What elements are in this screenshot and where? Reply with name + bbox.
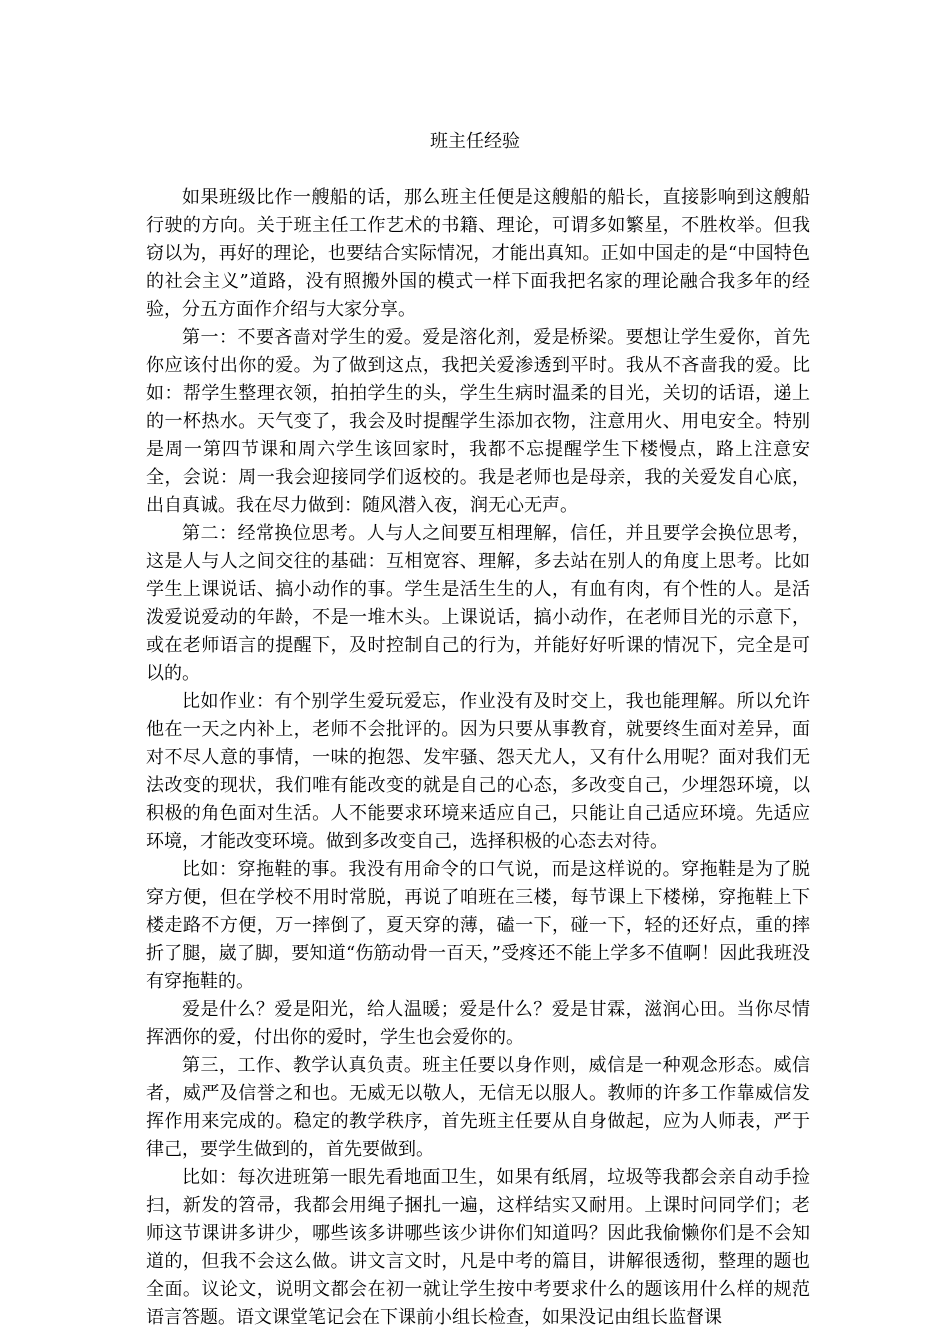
document-body: [146, 184, 810, 1332]
document-title: 班主任经验: [430, 131, 520, 152]
paragraph-second-point: 第二：经常换位思考。人与人之间要互相理解，信任，并且要学会换位思考，这是人与人之间交往的基础：互相宽容、理解，多去站在别人的角度上思考。比如学生上课说话、搞小动作的事。学生是活生生的人，有血有肉，有个性的人。是活泼爱说爱动的年龄，不是一堆木头。上课说话，搞小动作，在老师目光的示意下，或在老师语言的提醒下，及时控制自己的行为，并能好好听课的情况下，完全是可以的。: [146, 523, 810, 684]
paragraph-homework-example: 比如作业：有个别学生爱玩爱忘，作业没有及时交上，我也能理解。所以允许他在一天之内补上，老师不会批评的。因为只要从事教育，就要终生面对差异，面对不尽人意的事情，一味的抱怨、发牢骚、怨天尤人，又有什么用呢？面对我们无法改变的现状，我们唯有能改变的就是自己的心态，多改变自己，少埋怨环境，以积极的角色面对生活。人不能要求环境来适应自己，只能让自己适应环境。先适应环境，才能改变环境。做到多改变自己，选择积极的心态去对待。: [146, 691, 810, 852]
paragraph-slippers-example: 比如：穿拖鞋的事。我没有用命令的口气说，而是这样说的。穿拖鞋是为了脱穿方便，但在学校不用时常脱，再说了咱班在三楼，每节课上下楼梯，穿拖鞋上下楼走路不方便，万一摔倒了，夏天穿的薄，磕一下，碰一下，轻的还好点，重的摔折了腿，崴了脚，要知道“伤筋动骨一百天，”受疼还不能上学多不值啊！因此我班没有穿拖鞋的。: [146, 859, 810, 992]
paragraph-what-is-love: 爱是什么？爱是阳光，给人温暖；爱是什么？爱是甘霖，滋润心田。当你尽情挥洒你的爱，付出你的爱时，学生也会爱你的。: [146, 999, 810, 1048]
paragraph-third-point: 第三，工作、教学认真负责。班主任要以身作则，威信是一种观念形态。威信者，威严及信誉之和也。无威无以敬人，无信无以服人。教师的许多工作靠威信发挥作用来完成的。稳定的教学秩序，首先班主任要从自身做起，应为人师表，严于律己，要学生做到的，首先要做到。: [146, 1055, 810, 1160]
paragraph-classroom-example: 比如：每次进班第一眼先看地面卫生，如果有纸屑，垃圾等我都会亲自动手捡扫，新发的笤帚，我都会用绳子捆扎一遍，这样结实又耐用。上课时问同学们；老师这节课讲多讲少，哪些该多讲哪些该少讲你们知道吗？因此我偷懒你们是不会知道的，但我不会这么做。讲文言文时，凡是中考的篇目，讲解很透彻，整理的题也全面。议论文，说明文都会在初一就让学生按中考要求什么的题该用什么样的规范语言答题。语文课堂笔记会在下课前小组长检查，如果没记由组长监督课: [146, 1167, 810, 1328]
paragraph-first-point: 第一：不要吝啬对学生的爱。爱是溶化剂，爱是桥梁。要想让学生爱你，首先你应该付出你的爱。为了做到这点，我把关爱渗透到平时。我从不吝啬我的爱。比如：帮学生整理衣领，拍拍学生的头，学生生病时温柔的目光，关切的话语，递上的一杯热水。天气变了，我会及时提醒学生添加衣物，注意用火、用电安全。特别是周一第四节课和周六学生该回家时，我都不忘提醒学生下楼慢点，路上注意安全，会说：周一我会迎接同学们返校的。我是老师也是母亲，我的关爱发自心底，出自真诚。我在尽力做到：随风潜入夜，润无心无声。: [146, 327, 810, 516]
paragraph-intro: 如果班级比作一艘船的话，那么班主任便是这艘船的船长，直接影响到这艘船行驶的方向。关于班主任工作艺术的书籍、理论，可谓多如繁星，不胜枚举。但我窃以为，再好的理论，也要结合实际情况，才能出真知。正如中国走的是“中国特色的社会主义”道路，没有照搬外国的模式一样下面我把名家的理论融合我多年的经验，分五方面作介绍与大家分享。: [146, 187, 810, 320]
